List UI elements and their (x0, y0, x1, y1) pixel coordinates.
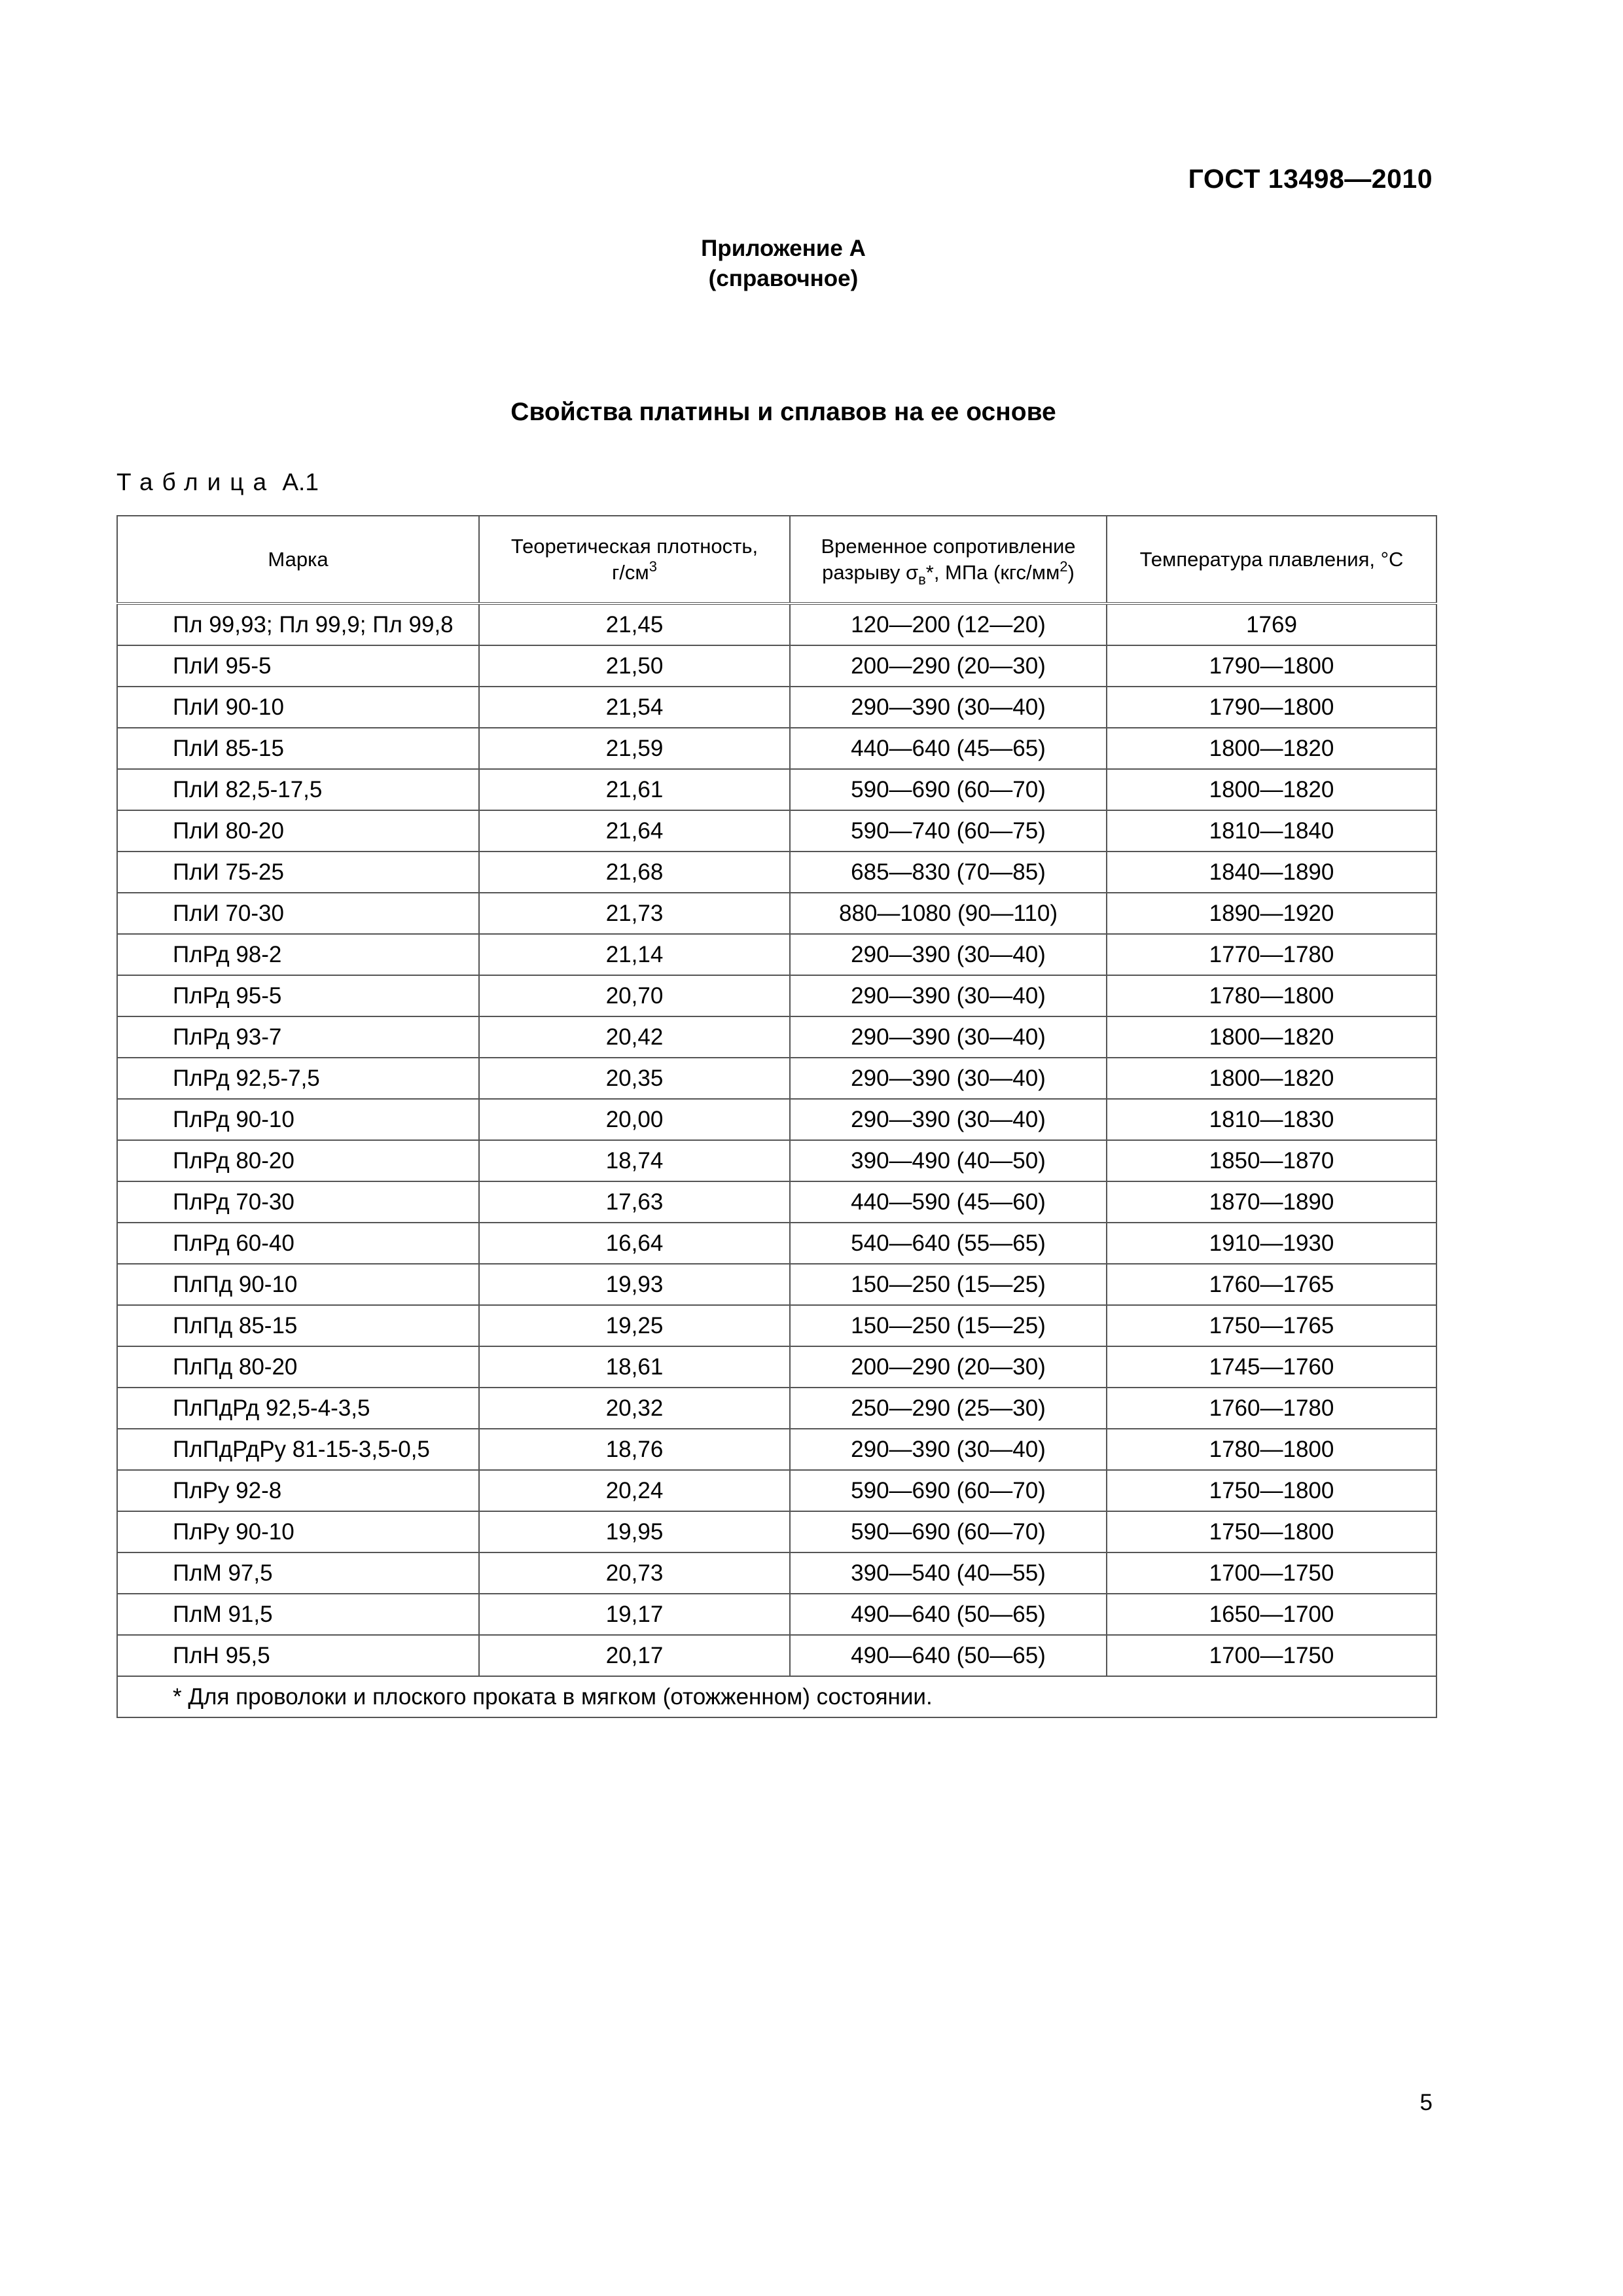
cell-melting: 1850—1870 (1107, 1140, 1436, 1181)
cell-density: 20,24 (479, 1470, 790, 1511)
cell-strength: 250—290 (25—30) (790, 1388, 1107, 1429)
cell-grade: ПлН 95,5 (117, 1635, 479, 1676)
table-row (117, 975, 1436, 1016)
cell-density: 20,00 (479, 1099, 790, 1140)
cell-melting: 1750—1800 (1107, 1470, 1436, 1511)
cell-melting: 1750—1800 (1107, 1511, 1436, 1552)
sigma-symbol: σ (905, 560, 919, 584)
header-strength (790, 516, 1107, 603)
cell-grade: ПлРу 90-10 (117, 1511, 479, 1552)
properties-table (116, 515, 1437, 1718)
cell-melting: 1840—1890 (1107, 852, 1436, 893)
table-row (117, 1264, 1436, 1305)
cell-melting: 1650—1700 (1107, 1594, 1436, 1635)
cell-strength: 590—690 (60—70) (790, 1470, 1107, 1511)
cell-grade: ПлИ 70-30 (117, 893, 479, 934)
cell-strength: 200—290 (20—30) (790, 1346, 1107, 1388)
header-strength-close: ) (1067, 560, 1075, 584)
cell-melting: 1700—1750 (1107, 1635, 1436, 1676)
header-density (479, 516, 790, 603)
appendix-note: (справочное) (708, 266, 859, 291)
cell-grade: ПлРу 92-8 (117, 1470, 479, 1511)
table-body (117, 603, 1436, 1676)
cell-strength: 290—390 (30—40) (790, 1429, 1107, 1470)
cell-melting: 1700—1750 (1107, 1552, 1436, 1594)
cell-grade: ПлМ 91,5 (117, 1594, 479, 1635)
cell-density: 21,45 (479, 603, 790, 645)
cell-melting: 1790—1800 (1107, 645, 1436, 687)
cell-melting: 1800—1820 (1107, 769, 1436, 810)
cell-strength: 880—1080 (90—110) (790, 893, 1107, 934)
footnote-row (117, 1676, 1436, 1717)
table-row (117, 1635, 1436, 1676)
cell-strength: 150—250 (15—25) (790, 1264, 1107, 1305)
table-row (117, 1552, 1436, 1594)
table-row (117, 645, 1436, 687)
cell-density: 18,74 (479, 1140, 790, 1181)
header-strength-prefix: разрыву (822, 560, 906, 584)
cell-melting: 1810—1830 (1107, 1099, 1436, 1140)
cell-strength: 290—390 (30—40) (790, 1099, 1107, 1140)
table-header-row (117, 516, 1436, 603)
table-row (117, 1346, 1436, 1388)
cell-melting: 1769 (1107, 603, 1436, 645)
header-strength-suffix: *, МПа (кгс/мм (925, 560, 1060, 584)
cell-density: 21,50 (479, 645, 790, 687)
table-row (117, 934, 1436, 975)
table-row (117, 1388, 1436, 1429)
cell-grade: ПлПдРд 92,5-4-3,5 (117, 1388, 479, 1429)
table-footnote: * Для проволоки и плоского проката в мягком (отожженном) состоянии. (117, 1676, 1436, 1717)
header-density-text: Теоретическая плотность, (510, 534, 758, 558)
cell-density: 19,93 (479, 1264, 790, 1305)
table-row (117, 1099, 1436, 1140)
appendix-heading (0, 234, 1567, 294)
cell-grade: ПлРд 70-30 (117, 1181, 479, 1223)
cell-density: 20,35 (479, 1058, 790, 1099)
header-strength-text: Временное сопротивление (821, 534, 1076, 558)
cell-density: 19,17 (479, 1594, 790, 1635)
cell-melting: 1770—1780 (1107, 934, 1436, 975)
cell-grade: ПлПдРдРу 81-15-3,5-0,5 (117, 1429, 479, 1470)
table-row (117, 728, 1436, 769)
cell-grade: ПлРд 98-2 (117, 934, 479, 975)
cell-strength: 290—390 (30—40) (790, 934, 1107, 975)
cell-density: 20,42 (479, 1016, 790, 1058)
cell-density: 21,59 (479, 728, 790, 769)
cell-melting: 1800—1820 (1107, 1058, 1436, 1099)
cell-density: 20,17 (479, 1635, 790, 1676)
cell-strength: 390—540 (40—55) (790, 1552, 1107, 1594)
cell-melting: 1780—1800 (1107, 1429, 1436, 1470)
sigma-subscript: в (918, 571, 926, 588)
cell-density: 21,61 (479, 769, 790, 810)
cell-strength: 150—250 (15—25) (790, 1305, 1107, 1346)
cell-density: 21,73 (479, 893, 790, 934)
header-strength-unit-exp: 2 (1060, 558, 1068, 575)
table-row (117, 1429, 1436, 1470)
cell-grade: ПлИ 80-20 (117, 810, 479, 852)
cell-strength: 440—590 (45—60) (790, 1181, 1107, 1223)
cell-melting: 1800—1820 (1107, 1016, 1436, 1058)
table-row (117, 1181, 1436, 1223)
cell-grade: ПлПд 80-20 (117, 1346, 479, 1388)
table-row (117, 852, 1436, 893)
table-row (117, 1016, 1436, 1058)
table-row (117, 1594, 1436, 1635)
cell-strength: 290—390 (30—40) (790, 1058, 1107, 1099)
cell-grade: ПлРд 93-7 (117, 1016, 479, 1058)
table-row (117, 687, 1436, 728)
cell-melting: 1760—1780 (1107, 1388, 1436, 1429)
page-number: 5 (1419, 2090, 1433, 2115)
cell-density: 20,70 (479, 975, 790, 1016)
cell-density: 20,32 (479, 1388, 790, 1429)
cell-strength: 540—640 (55—65) (790, 1223, 1107, 1264)
cell-density: 19,25 (479, 1305, 790, 1346)
cell-grade: ПлИ 82,5-17,5 (117, 769, 479, 810)
cell-grade: ПлПд 90-10 (117, 1264, 479, 1305)
table-row (117, 603, 1436, 645)
cell-melting: 1760—1765 (1107, 1264, 1436, 1305)
cell-density: 21,64 (479, 810, 790, 852)
cell-melting: 1810—1840 (1107, 810, 1436, 852)
cell-grade: ПлМ 97,5 (117, 1552, 479, 1594)
header-density-unit: г/см (612, 560, 649, 584)
cell-density: 18,61 (479, 1346, 790, 1388)
table-caption (116, 469, 319, 496)
cell-grade: ПлРд 90-10 (117, 1099, 479, 1140)
cell-grade: ПлРд 60-40 (117, 1223, 479, 1264)
cell-strength: 490—640 (50—65) (790, 1594, 1107, 1635)
header-density-unit-exp: 3 (649, 558, 657, 575)
cell-density: 18,76 (479, 1429, 790, 1470)
cell-grade: ПлРд 95-5 (117, 975, 479, 1016)
table-row (117, 1511, 1436, 1552)
cell-grade: ПлИ 85-15 (117, 728, 479, 769)
cell-density: 16,64 (479, 1223, 790, 1264)
cell-grade: Пл 99,93; Пл 99,9; Пл 99,8 (117, 603, 479, 645)
table-row (117, 1223, 1436, 1264)
cell-melting: 1745—1760 (1107, 1346, 1436, 1388)
table-row (117, 1305, 1436, 1346)
table-row (117, 893, 1436, 934)
table-row (117, 1058, 1436, 1099)
cell-strength: 120—200 (12—20) (790, 603, 1107, 645)
cell-melting: 1780—1800 (1107, 975, 1436, 1016)
appendix-title: Приложение А (701, 236, 866, 261)
table-caption-word: Таблица (116, 469, 276, 495)
header-melting: Температура плавления, °С (1107, 516, 1436, 603)
header-grade: Марка (117, 516, 479, 603)
cell-melting: 1870—1890 (1107, 1181, 1436, 1223)
cell-melting: 1800—1820 (1107, 728, 1436, 769)
cell-strength: 590—740 (60—75) (790, 810, 1107, 852)
cell-density: 21,14 (479, 934, 790, 975)
cell-melting: 1910—1930 (1107, 1223, 1436, 1264)
document-code: ГОСТ 13498—2010 (1188, 164, 1433, 194)
cell-density: 21,68 (479, 852, 790, 893)
table-row (117, 1140, 1436, 1181)
cell-density: 20,73 (479, 1552, 790, 1594)
cell-strength: 200—290 (20—30) (790, 645, 1107, 687)
cell-grade: ПлРд 80-20 (117, 1140, 479, 1181)
cell-density: 21,54 (479, 687, 790, 728)
cell-strength: 685—830 (70—85) (790, 852, 1107, 893)
section-title: Свойства платины и сплавов на ее основе (510, 398, 1056, 426)
table-row (117, 769, 1436, 810)
cell-strength: 440—640 (45—65) (790, 728, 1107, 769)
cell-melting: 1750—1765 (1107, 1305, 1436, 1346)
cell-density: 17,63 (479, 1181, 790, 1223)
cell-strength: 290—390 (30—40) (790, 1016, 1107, 1058)
cell-strength: 290—390 (30—40) (790, 687, 1107, 728)
cell-strength: 390—490 (40—50) (790, 1140, 1107, 1181)
cell-melting: 1790—1800 (1107, 687, 1436, 728)
cell-melting: 1890—1920 (1107, 893, 1436, 934)
cell-strength: 590—690 (60—70) (790, 1511, 1107, 1552)
cell-strength: 290—390 (30—40) (790, 975, 1107, 1016)
cell-strength: 490—640 (50—65) (790, 1635, 1107, 1676)
cell-density: 19,95 (479, 1511, 790, 1552)
cell-grade: ПлИ 75-25 (117, 852, 479, 893)
table-caption-number: А.1 (282, 469, 319, 495)
cell-grade: ПлПд 85-15 (117, 1305, 479, 1346)
table-row (117, 1470, 1436, 1511)
table-row (117, 810, 1436, 852)
cell-strength: 590—690 (60—70) (790, 769, 1107, 810)
cell-grade: ПлИ 90-10 (117, 687, 479, 728)
cell-grade: ПлИ 95-5 (117, 645, 479, 687)
cell-grade: ПлРд 92,5-7,5 (117, 1058, 479, 1099)
